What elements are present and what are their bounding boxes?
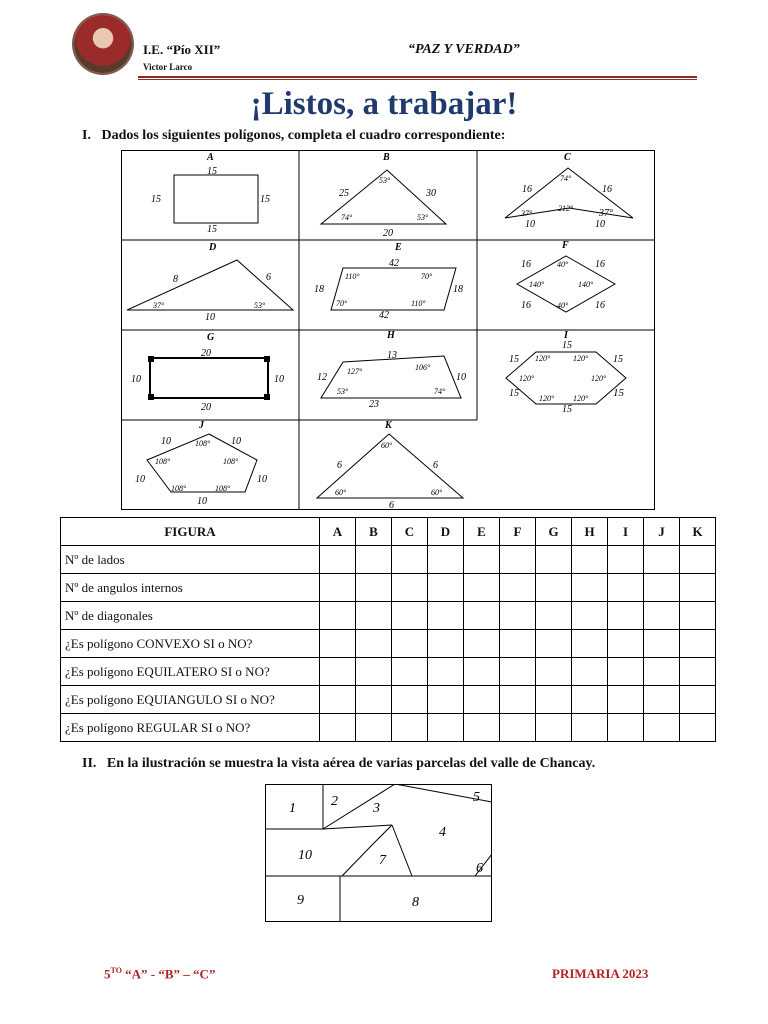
table-row	[61, 602, 716, 630]
parcel-8: 8	[412, 895, 419, 910]
row-label: ¿Es polígono CONVEXO SI o NO?	[61, 630, 320, 658]
figure-i	[506, 330, 626, 415]
table-row	[61, 658, 716, 686]
answer-cell-i[interactable]	[608, 574, 644, 602]
answer-cell-i[interactable]	[608, 686, 644, 714]
section-1-heading	[82, 128, 505, 144]
svg-text:120°: 120°	[573, 354, 589, 363]
svg-text:60°: 60°	[431, 488, 443, 497]
svg-text:37°: 37°	[599, 208, 613, 219]
svg-text:E: E	[395, 242, 402, 253]
answer-cell-c[interactable]	[392, 686, 428, 714]
answer-cell-f[interactable]	[500, 658, 536, 686]
svg-text:10: 10	[135, 474, 145, 485]
answer-cell-d[interactable]	[428, 658, 464, 686]
svg-text:15: 15	[509, 388, 519, 399]
svg-text:120°: 120°	[573, 394, 589, 403]
svg-text:12: 12	[317, 372, 327, 383]
answer-cell-i[interactable]	[608, 546, 644, 574]
answer-cell-h[interactable]	[572, 574, 608, 602]
header-rule	[138, 76, 697, 78]
table-row	[61, 574, 716, 602]
svg-text:13: 13	[387, 350, 397, 361]
svg-text:10: 10	[197, 496, 207, 507]
answer-cell-g[interactable]	[536, 686, 572, 714]
svg-text:25: 25	[339, 188, 349, 199]
svg-text:53°: 53°	[254, 301, 266, 310]
answer-cell-a[interactable]	[320, 714, 356, 742]
svg-text:74°: 74°	[341, 213, 353, 222]
answer-cell-f[interactable]	[500, 630, 536, 658]
svg-text:212°: 212°	[558, 204, 574, 213]
svg-text:15: 15	[562, 404, 572, 415]
answer-cell-f[interactable]	[500, 686, 536, 714]
svg-text:16: 16	[602, 184, 612, 195]
figure-c	[505, 152, 633, 230]
svg-text:42: 42	[379, 310, 389, 321]
answer-cell-c[interactable]	[392, 602, 428, 630]
answer-cell-k[interactable]	[680, 602, 716, 630]
answer-cell-d[interactable]	[428, 686, 464, 714]
table-header-row	[61, 518, 716, 546]
answer-cell-k[interactable]	[680, 630, 716, 658]
figure-a-label: A	[207, 152, 214, 163]
svg-text:53°: 53°	[417, 213, 429, 222]
figure-a	[151, 152, 270, 235]
answer-cell-d[interactable]	[428, 602, 464, 630]
answer-cell-a[interactable]	[320, 630, 356, 658]
classification-table	[60, 517, 716, 742]
answer-cell-f[interactable]	[500, 546, 536, 574]
answer-cell-g[interactable]	[536, 546, 572, 574]
answer-cell-e[interactable]	[464, 602, 500, 630]
parcel-7: 7	[379, 853, 386, 868]
answer-cell-g[interactable]	[536, 658, 572, 686]
answer-cell-i[interactable]	[608, 602, 644, 630]
school-name: I.E. “Pío XII”	[143, 42, 221, 57]
svg-text:6: 6	[389, 500, 394, 510]
answer-cell-b[interactable]	[356, 714, 392, 742]
answer-cell-e[interactable]	[464, 546, 500, 574]
svg-text:74°: 74°	[560, 174, 572, 183]
svg-text:53°: 53°	[337, 387, 349, 396]
answer-cell-a[interactable]	[320, 602, 356, 630]
svg-text:15: 15	[613, 354, 623, 365]
svg-text:40°: 40°	[557, 260, 569, 269]
row-label: Nº de diagonales	[61, 602, 320, 630]
answer-cell-e[interactable]	[464, 574, 500, 602]
answer-cell-k[interactable]	[680, 658, 716, 686]
svg-text:J: J	[199, 420, 204, 431]
answer-cell-b[interactable]	[356, 686, 392, 714]
parcels-diagram	[265, 784, 492, 922]
footer-level: PRIMARIA 2023	[552, 966, 649, 981]
answer-cell-j[interactable]	[644, 546, 680, 574]
answer-cell-e[interactable]	[464, 714, 500, 742]
svg-text:120°: 120°	[519, 374, 535, 383]
svg-text:16: 16	[522, 184, 532, 195]
svg-text:70°: 70°	[421, 272, 433, 281]
answer-cell-g[interactable]	[536, 630, 572, 658]
svg-text:15: 15	[207, 166, 217, 177]
section-2-number: II.	[82, 756, 97, 771]
svg-text:C: C	[564, 152, 571, 163]
answer-cell-j[interactable]	[644, 630, 680, 658]
svg-text:20: 20	[383, 228, 393, 239]
answer-cell-k[interactable]	[680, 574, 716, 602]
column-header-g: G	[536, 518, 572, 546]
row-label: ¿Es polígono EQUILATERO SI o NO?	[61, 658, 320, 686]
parcel-3: 3	[373, 801, 380, 816]
column-header-b: B	[356, 518, 392, 546]
answer-cell-e[interactable]	[464, 630, 500, 658]
column-header-d: D	[428, 518, 464, 546]
column-header-k: K	[680, 518, 716, 546]
polygon-figures-grid	[121, 150, 655, 510]
answer-cell-h[interactable]	[572, 658, 608, 686]
figure-d	[127, 242, 293, 323]
section-2-heading	[82, 756, 595, 772]
answer-cell-f[interactable]	[500, 602, 536, 630]
parcel-1: 1	[289, 801, 296, 816]
svg-text:110°: 110°	[411, 299, 426, 308]
section-2-text: En la ilustración se muestra la vista aérea de varias parcelas del valle de Chancay.	[106, 756, 596, 771]
column-header-c: C	[392, 518, 428, 546]
svg-text:F: F	[562, 240, 569, 251]
answer-cell-c[interactable]	[392, 658, 428, 686]
column-header-i: I	[608, 518, 644, 546]
parcel-2: 2	[331, 794, 338, 809]
figure-e	[314, 242, 463, 321]
answer-cell-g[interactable]	[536, 714, 572, 742]
answer-cell-j[interactable]	[644, 574, 680, 602]
svg-text:120°: 120°	[539, 394, 555, 403]
svg-text:6: 6	[266, 272, 271, 283]
svg-text:110°: 110°	[345, 272, 360, 281]
svg-text:20: 20	[201, 402, 211, 413]
svg-text:23: 23	[369, 399, 379, 410]
svg-text:74°: 74°	[434, 387, 446, 396]
svg-text:53°: 53°	[379, 176, 391, 185]
answer-cell-d[interactable]	[428, 546, 464, 574]
svg-text:120°: 120°	[591, 374, 607, 383]
svg-text:60°: 60°	[335, 488, 347, 497]
figure-g	[131, 332, 284, 413]
answer-cell-g[interactable]	[536, 602, 572, 630]
answer-cell-d[interactable]	[428, 630, 464, 658]
school-logo	[74, 15, 132, 73]
column-header-figura: FIGURA	[61, 518, 320, 546]
svg-text:108°: 108°	[223, 457, 239, 466]
svg-text:15: 15	[509, 354, 519, 365]
answer-cell-c[interactable]	[392, 714, 428, 742]
svg-text:108°: 108°	[171, 484, 187, 493]
row-label: ¿Es polígono REGULAR SI o NO?	[61, 714, 320, 742]
svg-text:16: 16	[521, 259, 531, 270]
svg-text:127°: 127°	[347, 367, 363, 376]
column-header-j: J	[644, 518, 680, 546]
svg-text:10: 10	[231, 436, 241, 447]
parcel-5: 5	[473, 790, 480, 805]
figure-k	[317, 420, 463, 510]
answer-cell-j[interactable]	[644, 714, 680, 742]
answer-cell-h[interactable]	[572, 546, 608, 574]
svg-text:140°: 140°	[529, 280, 545, 289]
table-row	[61, 630, 716, 658]
svg-text:108°: 108°	[195, 439, 211, 448]
answer-cell-e[interactable]	[464, 686, 500, 714]
svg-text:15: 15	[613, 387, 624, 399]
figure-b	[321, 152, 446, 239]
answer-cell-b[interactable]	[356, 574, 392, 602]
answer-cell-k[interactable]	[680, 686, 716, 714]
svg-text:10: 10	[161, 436, 171, 447]
svg-text:18: 18	[314, 284, 324, 295]
answer-cell-d[interactable]	[428, 574, 464, 602]
svg-text:60°: 60°	[381, 441, 393, 450]
answer-cell-f[interactable]	[500, 574, 536, 602]
svg-text:42: 42	[389, 258, 399, 269]
answer-cell-i[interactable]	[608, 658, 644, 686]
footer-grade: $5^{TO}$ “A” - “B” – “C”	[104, 966, 216, 982]
answer-cell-j[interactable]	[644, 658, 680, 686]
svg-text:30: 30	[426, 188, 436, 199]
svg-text:18: 18	[453, 284, 463, 295]
svg-text:15: 15	[260, 194, 270, 205]
section-1-text: Dados los siguientes polígonos, completa el cuadro correspondiente:	[101, 128, 506, 143]
row-label: Nº de angulos internos	[61, 574, 320, 602]
answer-cell-a[interactable]	[320, 574, 356, 602]
svg-text:16: 16	[521, 300, 531, 311]
answer-cell-c[interactable]	[392, 546, 428, 574]
answer-cell-d[interactable]	[428, 714, 464, 742]
answer-cell-i[interactable]	[608, 714, 644, 742]
svg-text:106°: 106°	[415, 363, 431, 372]
answer-cell-c[interactable]	[392, 574, 428, 602]
svg-text:10: 10	[456, 372, 466, 383]
svg-text:10: 10	[525, 219, 535, 230]
svg-text:37°: 37°	[521, 209, 533, 218]
answer-cell-k[interactable]	[680, 714, 716, 742]
parcel-10: 10	[298, 848, 312, 863]
school-motto: “PAZ Y VERDAD”	[408, 42, 520, 57]
page-title: ¡Listos, a trabajar!	[250, 86, 518, 122]
answer-cell-h[interactable]	[572, 714, 608, 742]
svg-text:K: K	[385, 420, 392, 431]
svg-text:10: 10	[257, 474, 267, 485]
section-1-number: I.	[82, 128, 91, 143]
answer-cell-i[interactable]	[608, 630, 644, 658]
answer-cell-k[interactable]	[680, 546, 716, 574]
svg-text:37°: 37°	[153, 301, 165, 310]
table-row	[61, 546, 716, 574]
answer-cell-a[interactable]	[320, 546, 356, 574]
row-label: Nº de lados	[61, 546, 320, 574]
answer-cell-b[interactable]	[356, 602, 392, 630]
table-row	[61, 686, 716, 714]
answer-cell-b[interactable]	[356, 630, 392, 658]
svg-text:15: 15	[207, 224, 217, 235]
column-header-h: H	[572, 518, 608, 546]
answer-cell-h[interactable]	[572, 630, 608, 658]
answer-cell-b[interactable]	[356, 546, 392, 574]
answer-cell-a[interactable]	[320, 658, 356, 686]
answer-cell-b[interactable]	[356, 658, 392, 686]
svg-text:108°: 108°	[215, 484, 231, 493]
svg-text:15: 15	[151, 194, 161, 205]
svg-text:10: 10	[131, 374, 141, 385]
answer-cell-g[interactable]	[536, 574, 572, 602]
svg-text:140°: 140°	[578, 280, 594, 289]
svg-text:40°: 40°	[557, 301, 569, 310]
parcel-4: 4	[439, 825, 446, 840]
figure-h	[317, 330, 466, 410]
svg-text:20: 20	[201, 348, 211, 359]
svg-text:70°: 70°	[336, 299, 348, 308]
svg-text:B: B	[383, 152, 390, 163]
svg-text:8: 8	[173, 274, 178, 285]
district-name: Victor Larco	[143, 62, 193, 72]
column-header-f: F	[500, 518, 536, 546]
svg-text:G: G	[207, 332, 215, 343]
svg-text:10: 10	[274, 374, 284, 385]
svg-text:16: 16	[595, 259, 605, 270]
svg-text:D: D	[209, 242, 217, 253]
header-rule-thin	[138, 79, 697, 80]
answer-cell-f[interactable]	[500, 714, 536, 742]
row-label: ¿Es polígono EQUIANGULO SI o NO?	[61, 686, 320, 714]
answer-cell-e[interactable]	[464, 658, 500, 686]
answer-cell-h[interactable]	[572, 602, 608, 630]
answer-cell-h[interactable]	[572, 686, 608, 714]
parcel-6: 6	[476, 861, 483, 876]
figure-f	[517, 240, 615, 312]
svg-text:H: H	[387, 330, 395, 341]
svg-text:16: 16	[595, 300, 605, 311]
svg-text:I: I	[564, 330, 568, 341]
svg-text:6: 6	[433, 460, 438, 471]
column-header-a: A	[320, 518, 356, 546]
svg-text:6: 6	[337, 460, 342, 471]
svg-text:108°: 108°	[155, 457, 171, 466]
svg-text:120°: 120°	[535, 354, 551, 363]
answer-cell-j[interactable]	[644, 602, 680, 630]
figure-j	[135, 420, 267, 507]
svg-text:10: 10	[205, 312, 215, 323]
parcel-9: 9	[297, 893, 304, 908]
svg-text:10: 10	[595, 219, 605, 230]
answer-cell-c[interactable]	[392, 630, 428, 658]
svg-text:15: 15	[562, 340, 572, 351]
table-row	[61, 714, 716, 742]
column-header-e: E	[464, 518, 500, 546]
answer-cell-j[interactable]	[644, 686, 680, 714]
answer-cell-a[interactable]	[320, 686, 356, 714]
